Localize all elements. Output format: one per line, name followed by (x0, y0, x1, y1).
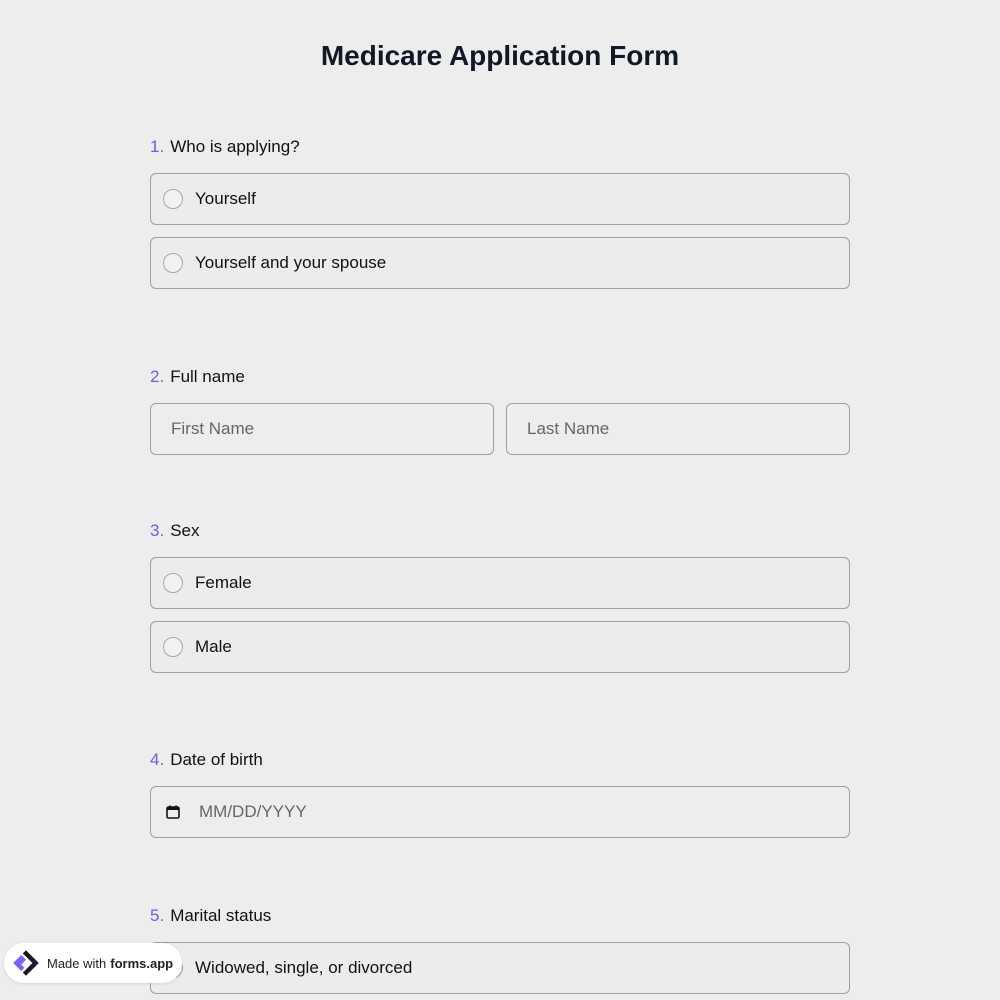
radio-button[interactable] (163, 189, 183, 209)
option-label: Yourself and your spouse (195, 253, 387, 272)
option-label: Female (195, 573, 252, 592)
question-label: Marital status (170, 906, 272, 925)
option-label: Male (195, 637, 232, 656)
question-number: 2. (150, 367, 165, 386)
page-title: Medicare Application Form (320, 40, 680, 71)
question-number: 4. (150, 750, 165, 769)
question-number: 5. (150, 906, 165, 925)
placeholder: MM/DD/YYYY (199, 802, 307, 821)
question-number: 1. (150, 137, 165, 156)
option-label: Yourself (195, 189, 256, 208)
question-label: Full name (170, 367, 245, 386)
option-widowed-single-divorced[interactable] (150, 942, 850, 994)
option-yourself[interactable] (150, 173, 850, 225)
calendar-icon[interactable] (165, 804, 181, 820)
forms-app-logo-icon (10, 950, 42, 976)
made-with-forms-app-badge[interactable] (4, 943, 182, 983)
question-who-is-applying (150, 137, 850, 289)
first-name-input[interactable] (150, 403, 494, 455)
placeholder: Last Name (527, 419, 610, 438)
last-name-input[interactable] (506, 403, 850, 455)
option-label: Widowed, single, or divorced (195, 958, 413, 977)
question-marital-status (150, 906, 850, 994)
date-of-birth-input[interactable] (150, 786, 850, 838)
option-yourself-and-spouse[interactable] (150, 237, 850, 289)
placeholder: First Name (171, 419, 255, 438)
badge-prefix: Made with (47, 955, 107, 971)
radio-button[interactable] (163, 253, 183, 273)
option-female[interactable] (150, 557, 850, 609)
question-label: Date of birth (170, 750, 263, 769)
badge-brand: forms.app (110, 955, 174, 971)
option-male[interactable] (150, 621, 850, 673)
question-label: Who is applying? (170, 137, 300, 156)
question-sex (150, 521, 850, 673)
question-label: Sex (170, 521, 200, 540)
question-date-of-birth (150, 750, 850, 838)
radio-button[interactable] (163, 637, 183, 657)
question-number: 3. (150, 521, 165, 540)
question-full-name (150, 367, 850, 455)
radio-button[interactable] (163, 573, 183, 593)
